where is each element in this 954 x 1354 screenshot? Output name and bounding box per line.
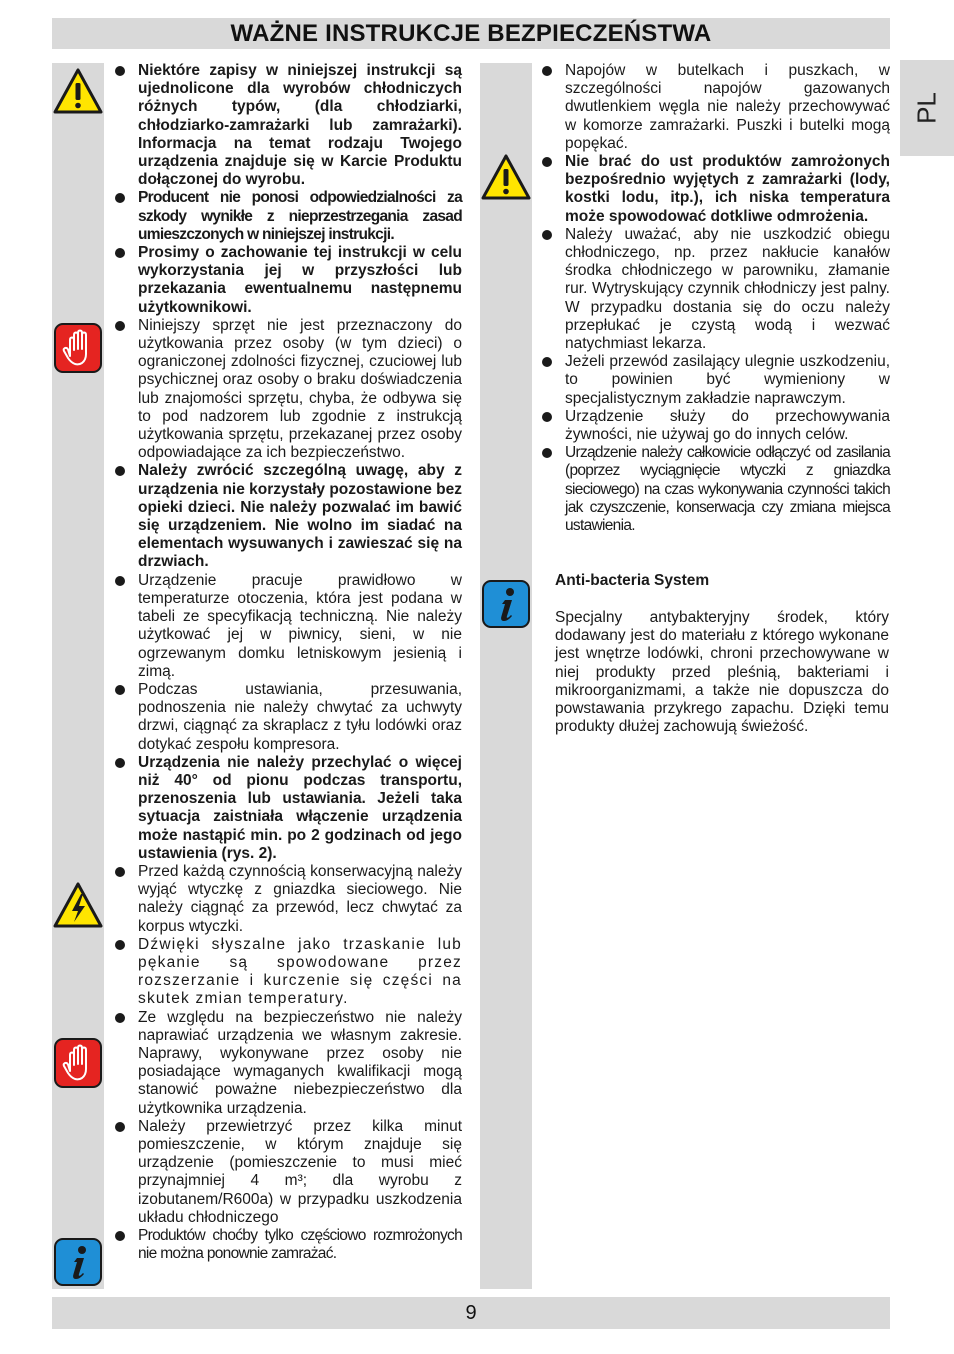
left-instruction-list bbox=[114, 62, 462, 1263]
list-item: Dźwięki słyszalne jako trzaskanie lub pękanie są spowodowane przez rozszerzanie i kurczenie się części na skutek zmian temperatury. bbox=[114, 936, 462, 1009]
list-item: Nie brać do ust produktów zamrożonych bezpośrednio wyjętych z zamrażarki (lody, kostki lodu, itp.), ich niska temperatura może spowodować dotkliwe odmrożenia. bbox=[541, 153, 890, 226]
list-item: Produktów choćby tylko częściowo rozmrożonych nie można ponownie zamrażać. bbox=[114, 1227, 462, 1263]
electric-hazard-icon bbox=[52, 880, 104, 932]
section-paragraph: Specjalny antybakteryjny środek, który dodawany jest do materiału z którego wykonane jest wnętrze lodówki, chroni przechowywane w niej produkty przed pleśnią, bakteriami i mikroorganizmami, a także nie dopuszcza do powstawania przykrego zapachu. Dzięki temu produkty dłużej zachowują świeżość. bbox=[555, 609, 889, 736]
list-item: Napojów w butelkach i puszkach, w szczególności napojów gazowanych dwutlenkiem węgla nie należy przechowywać w komorze zamrażarki. Puszki i butelki mogą popękać. bbox=[541, 62, 890, 153]
list-item: Urządzenie pracuje prawidłowo w temperaturze otoczenia, która jest podana w tabeli ze specyfikacją techniczną. Nie należy użytkować jej w piwnicy, sieni, w nie ogrzewanym domku letniskowym jesienią i zimą. bbox=[114, 572, 462, 681]
info-icon bbox=[481, 579, 531, 629]
list-item: Prosimy o zachowanie tej instrukcji w celu wykorzystania jej w przyszłości lub przekazania ewentualnemu następnemu użytkownikowi. bbox=[114, 244, 462, 317]
left-column bbox=[114, 62, 462, 1263]
language-tab-label: PL bbox=[911, 92, 942, 124]
list-item: Należy przewietrzyć przez kilka minut pomieszczenie, w którym znajduje się urządzenie (pomieszczenie to musi mieć przynajmniej 4 m³; dla wyrobu z izobutanem/R600a) w przypadku uszkodzenia układu chłodniczego bbox=[114, 1118, 462, 1227]
list-item: Urządzenia nie należy przechylać o więcej niż 40° od pionu podczas transportu, przenoszenia lub ustawiania. Jeżeli taka sytuacja zaistniała włączenie urządzenia może nastąpić min. po 2 godzinach od jego ustawienia (rys. 2). bbox=[114, 754, 462, 863]
list-item: Niektóre zapisy w niniejszej instrukcji są ujednolicone dla wyrobów chłodniczych różnych typów, (dla chłodziarki, chłodziarko-zamrażarki lub zamrażarki). Informacja na temat rodzaju Twojego urządzenia znajduje się w Karcie Produktu dołączonej do wyrobu. bbox=[114, 62, 462, 189]
right-column bbox=[541, 62, 890, 535]
info-icon bbox=[53, 1237, 103, 1287]
warning-icon bbox=[480, 152, 532, 204]
left-icon-strip bbox=[52, 63, 104, 1289]
page-number: 9 bbox=[465, 1301, 477, 1324]
page-title: WAŻNE INSTRUKCJE BEZPIECZEŃSTWA bbox=[230, 19, 712, 47]
list-item: Niniejszy sprzęt nie jest przeznaczony do użytkowania przez osoby (w tym dzieci) o ograniczonej zdolności fizycznej, czuciowej lub psychicznej oraz osoby o braku doświadczenia lub znajomości sprzętu, chyba, że odbywa się to pod nadzorem lub zgodnie z instrukcją użytkowania sprzętu, przekazanej przez osoby odpowiadające za ich bezpieczeństwo. bbox=[114, 317, 462, 463]
list-item: Podczas ustawiania, przesuwania, podnoszenia nie należy chwytać za uchwyty drzwi, ciągnąć za skraplacz z tyłu lodówki oraz dotykać zespołu kompresora. bbox=[114, 681, 462, 754]
list-item: Producent nie ponosi odpowiedzialności za szkody wynikłe z nieprzestrzegania zasad umieszczonych w niniejszej instrukcji. bbox=[114, 189, 462, 244]
list-item: Ze względu na bezpieczeństwo nie należy naprawiać urządzenia we własnym zakresie. Naprawy, wykonywane przez osoby nie posiadające wymaganych kwalifikacji mogą stanowić poważne niebezpieczeństwo dla użytkownika urządzenia. bbox=[114, 1009, 462, 1118]
footer-bar bbox=[52, 1297, 890, 1329]
section-heading: Anti-bacteria System bbox=[555, 572, 710, 589]
right-instruction-list bbox=[541, 62, 890, 535]
warning-icon bbox=[52, 66, 104, 118]
header-bar bbox=[52, 18, 890, 49]
stop-hand-icon bbox=[53, 1037, 103, 1089]
language-tab bbox=[900, 60, 954, 156]
list-item: Należy zwrócić szczególną uwagę, aby z urządzenia nie korzystały pozostawione bez opieki dzieci. Nie należy pozwalać im bawić się urządzeniem. Nie wolno im siadać na elementach wysuwanych i zawieszać się na drzwiach. bbox=[114, 462, 462, 571]
list-item: Urządzenie należy całkowicie odłączyć od zasilania (poprzez wyciągnięcie wtyczki z gniazdka sieciowego) na czas wykonywania czynności takich jak czyszczenie, konserwacja czy zmiana miejsca ustawienia. bbox=[541, 444, 890, 535]
stop-hand-icon bbox=[53, 322, 103, 374]
right-icon-strip bbox=[480, 63, 532, 1289]
list-item: Urządzenie służy do przechowywania żywności, nie używaj go do innych celów. bbox=[541, 408, 890, 444]
list-item: Jeżeli przewód zasilający ulegnie uszkodzeniu, to powinien być wymieniony w specjalistycznym zakładzie naprawczym. bbox=[541, 353, 890, 408]
list-item: Należy uważać, aby nie uszkodzić obiegu chłodniczego, np. przez nakłucie kanałów środka chłodniczego w parowniku, złamanie rur. Wytryskujący czynnik chłodniczy jest palny. W przypadku dostania się do oczu należy przepłukać je czystą wodą i wezwać natychmiast lekarza. bbox=[541, 226, 890, 353]
list-item: Przed każdą czynnością konserwacyjną należy wyjąć wtyczkę z gniazdka sieciowego. Nie należy ciągnąć za przewód, lecz chwytać za korpus wtyczki. bbox=[114, 863, 462, 936]
